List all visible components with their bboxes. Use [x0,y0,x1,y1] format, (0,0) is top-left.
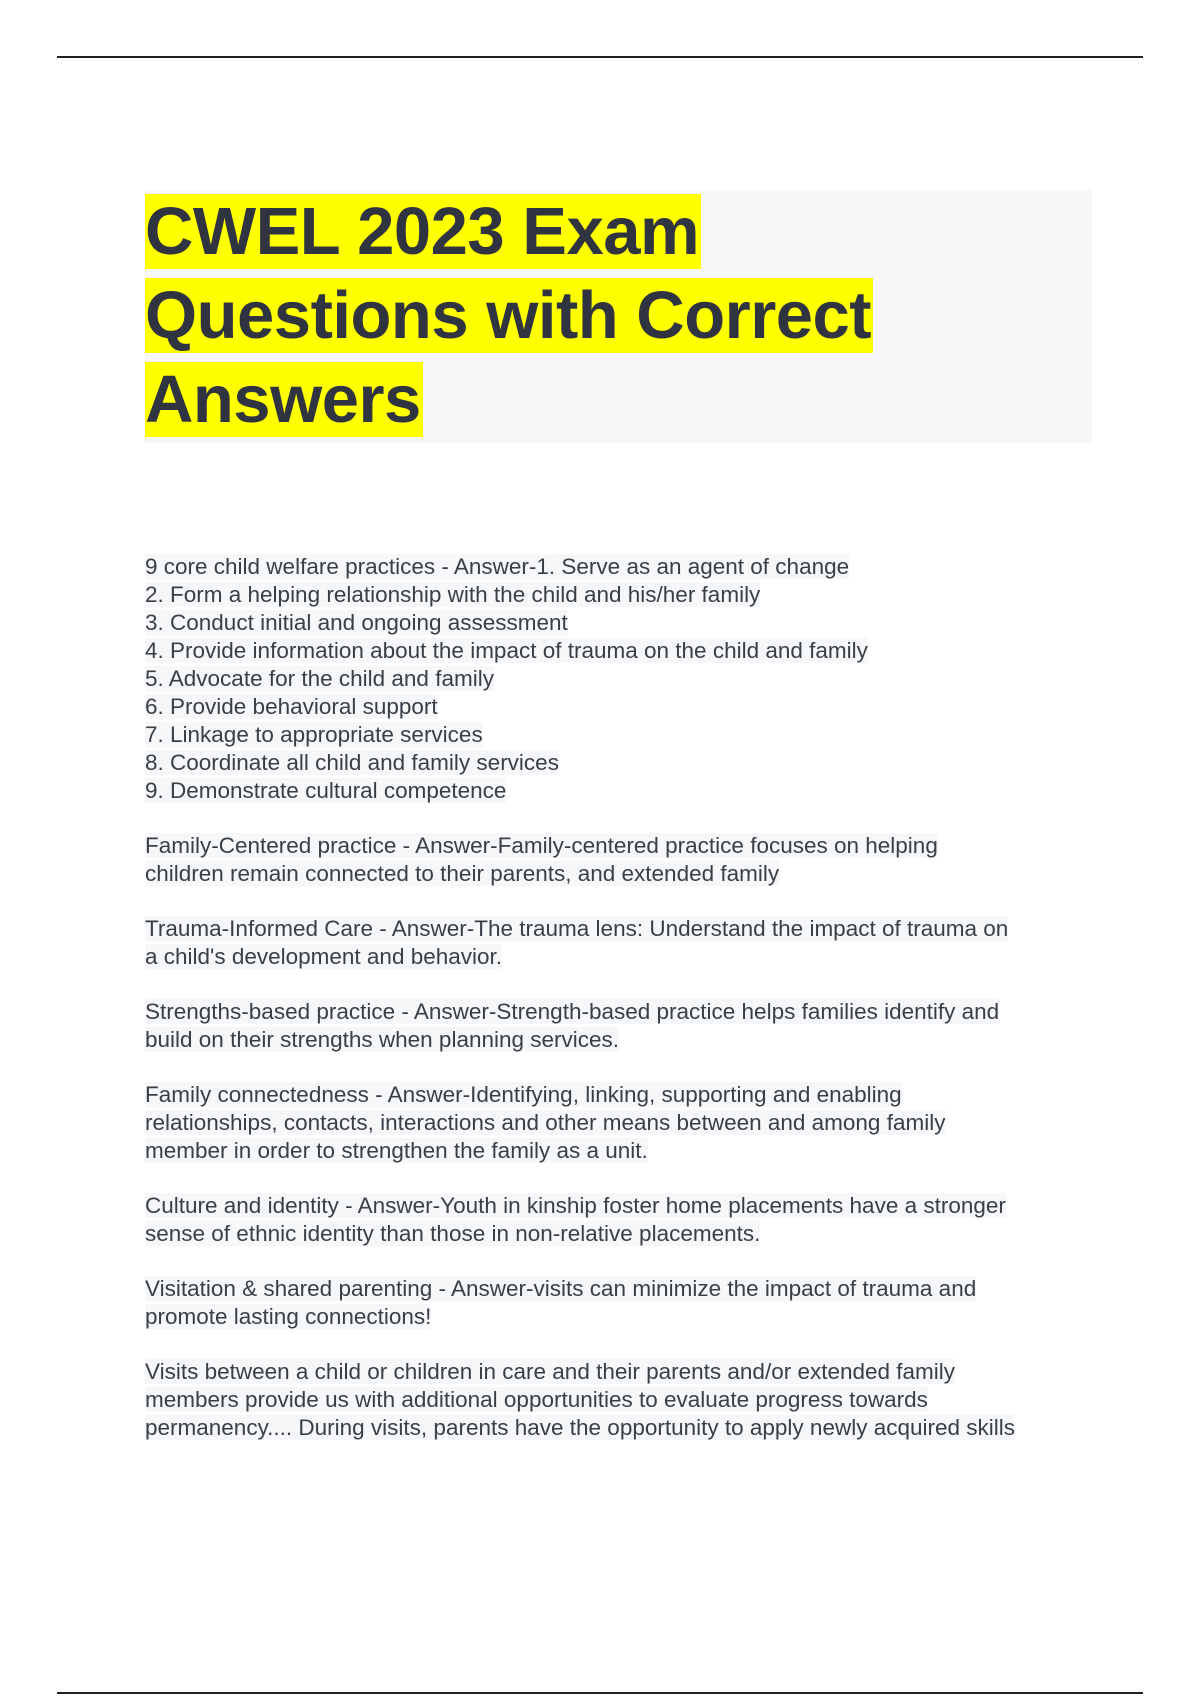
text-line: Family-Centered practice - Answer-Family-centered practice focuses on helping [145,833,938,858]
text-line: Visits between a child or children in care and their parents and/or extended family [145,1359,956,1384]
text-line: Family connectedness - Answer-Identifying, linking, supporting and enabling [145,1082,902,1107]
document-title [145,190,1092,442]
qa-entry-visits-detail [145,1358,1145,1442]
qa-entry-visitation [145,1275,1145,1331]
footer-rule [57,1692,1143,1694]
qa-entry-family-centered [145,832,1145,888]
text-line: Culture and identity - Answer-Youth in kinship foster home placements have a stronger [145,1193,1006,1218]
text-line: Trauma-Informed Care - Answer-The trauma lens: Understand the impact of trauma on [145,916,1009,941]
text-line: member in order to strengthen the family as a unit. [145,1138,648,1163]
text-line: 6. Provide behavioral support [145,694,438,719]
text-line: 4. Provide information about the impact of trauma on the child and family [145,638,868,663]
text-line: 9. Demonstrate cultural competence [145,778,507,803]
text-line: members provide us with additional opportunities to evaluate progress towards [145,1387,928,1412]
title-line: CWEL 2023 Exam [145,194,700,269]
header-rule [57,56,1143,58]
qa-entry-trauma-informed [145,915,1145,971]
text-line: 7. Linkage to appropriate services [145,722,483,747]
text-line: 2. Form a helping relationship with the child and his/her family [145,582,761,607]
text-line: relationships, contacts, interactions and other means between and among family [145,1110,946,1135]
qa-entry-family-connectedness [145,1081,1145,1165]
text-line: sense of ethnic identity than those in non-relative placements. [145,1221,761,1246]
text-line: promote lasting connections! [145,1304,432,1329]
qa-content [145,553,1145,1469]
qa-entry-strengths-based [145,998,1145,1054]
text-line: a child's development and behavior. [145,944,503,969]
text-line: 9 core child welfare practices - Answer-1. Serve as an agent of change [145,554,850,579]
text-line: permanency.... During visits, parents have the opportunity to apply newly acquired skills [145,1415,1016,1440]
text-line: 8. Coordinate all child and family services [145,750,559,775]
text-line: Strengths-based practice - Answer-Strength-based practice helps families identify and [145,999,1000,1024]
title-line: Questions with Correct [145,278,872,353]
title-line: Answers [145,362,421,437]
qa-entry-culture-identity [145,1192,1145,1248]
text-line: build on their strengths when planning services. [145,1027,620,1052]
title-block [145,190,1092,443]
text-line: 5. Advocate for the child and family [145,666,494,691]
qa-entry-core-practices [145,553,1145,805]
text-line: children remain connected to their parents, and extended family [145,861,780,886]
text-line: 3. Conduct initial and ongoing assessment [145,610,568,635]
text-line: Visitation & shared parenting - Answer-visits can minimize the impact of trauma and [145,1276,977,1301]
